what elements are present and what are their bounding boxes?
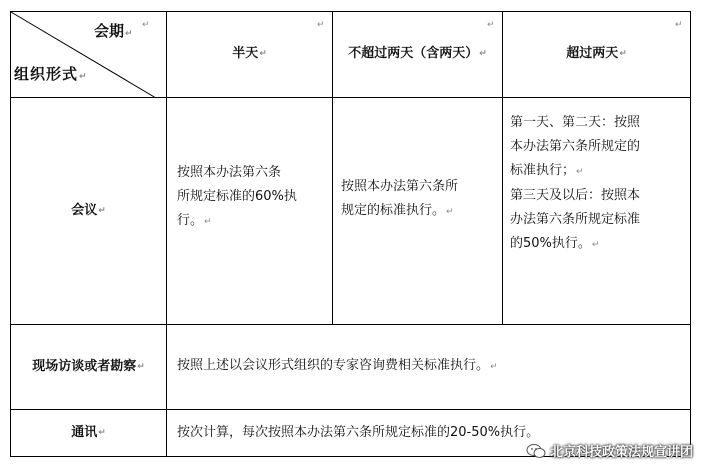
wechat-icon <box>526 443 546 459</box>
corner-bottom-label: 组织形式↵ <box>14 65 88 83</box>
text-line: 第一天、第二天：按照 <box>510 115 641 130</box>
text-line: 行。↵ <box>177 213 212 228</box>
text-line: 标准执行；↵ <box>510 163 584 178</box>
text-line: 办法第六条所规定标准 <box>510 212 641 227</box>
text-line: 的50%执行。↵ <box>510 236 600 251</box>
fee-standard-table <box>10 11 690 457</box>
site-visit-text: 按照上述以会议形式组织的专家咨询费相关标准执行。↵ <box>177 358 498 373</box>
meeting-two-days-text <box>341 175 501 224</box>
watermark: 北京科技政策法规宣讲团 <box>526 441 693 460</box>
text-line: 第三天及以后：按照本 <box>510 188 641 203</box>
corner-top-label: 会期↵ <box>94 22 133 40</box>
meeting-half-day-text <box>177 161 329 234</box>
column-header-two-days: 不超过两天（含两天） ↵ <box>348 46 487 61</box>
correspondence-text: 按次计算，每次按照本办法第六条所规定标准的20-50%执行。 <box>177 425 540 440</box>
column-header-over-two-days: 超过两天 ↵ <box>566 46 627 61</box>
column-header-half-day: 半天 ↵ <box>232 46 267 61</box>
text-line: 所规定标准的60%执 <box>177 189 297 204</box>
row-label-correspondence: 通讯 ↵ <box>71 425 106 440</box>
meeting-over-two-days-text <box>510 111 690 257</box>
paragraph-mark: ↵ <box>142 20 150 30</box>
text-line: 本办法第六条所规定的 <box>510 139 641 154</box>
paragraph-mark: ↵ <box>317 20 325 30</box>
row-label-meeting: 会议 ↵ <box>71 203 106 218</box>
text-line: 按照本办法第六条 <box>177 165 282 180</box>
table-rule <box>690 11 691 457</box>
paragraph-mark: ↵ <box>487 20 495 30</box>
row-label-site-visit: 现场访谈或者勘察 ↵ <box>32 359 145 374</box>
text-line: 规定的标准执行。↵ <box>341 203 454 218</box>
text-line: 按照本办法第六条所 <box>341 179 459 194</box>
paragraph-mark: ↵ <box>675 20 683 30</box>
